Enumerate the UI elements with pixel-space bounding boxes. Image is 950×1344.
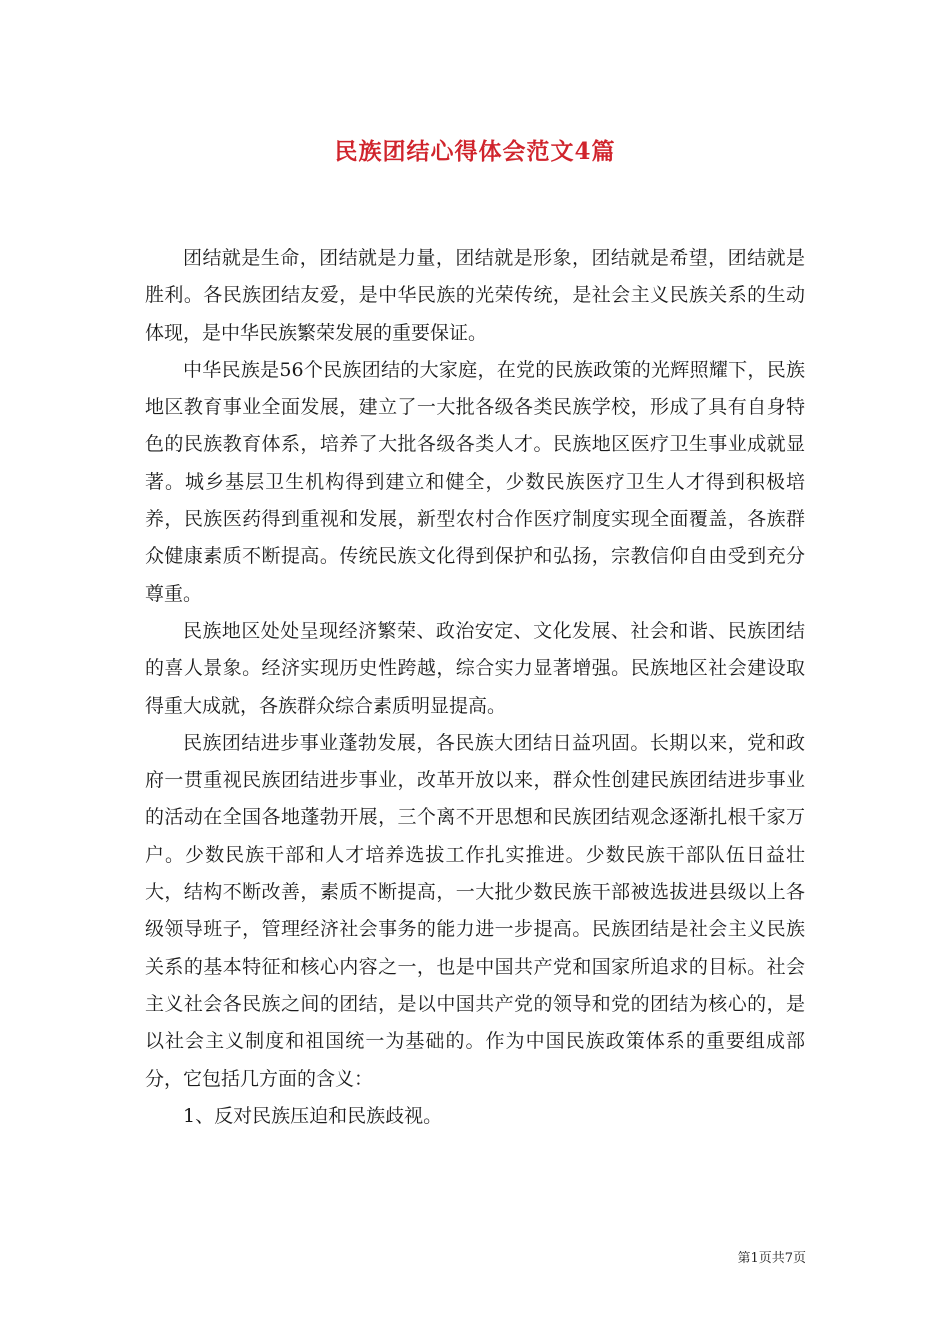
paragraph-4: 民族团结进步事业蓬勃发展，各民族大团结日益巩固。长期以来，党和政府一贯重视民族团结进步事业，改革开放以来，群众性创建民族团结进步事业的活动在全国各地蓬勃开展，三个离不开思想和民族团结观念逐渐扎根千家万户。少数民族干部和人才培养选拔工作扎实推进。少数民族干部队伍日益壮大，结构不断改善，素质不断提高，一大批少数民族干部被选拔进县级以上各级领导班子，管理经济社会事务的能力进一步提高。民族团结是社会主义民族关系的基本特征和核心内容之一，也是中国共产党和国家所追求的目标。社会主义社会各民族之间的团结，是以中国共产党的领导和党的团结为核心的，是以社会主义制度和祖国统一为基础的。作为中国民族政策体系的重要组成部分，它包括几方面的含义： <box>145 731 805 1090</box>
paragraph-2: 中华民族是56个民族团结的大家庭，在党的民族政策的光辉照耀下，民族地区教育事业全面发展，建立了一大批各级各类民族学校，形成了具有自身特色的民族教育体系，培养了大批各级各类人才。民族地区医疗卫生事业成就显著。城乡基层卫生机构得到建立和健全，少数民族医疗卫生人才得到积极培养，民族医药得到重视和发展，新型农村合作医疗制度实现全面覆盖，各族群众健康素质不断提高。传统民族文化得到保护和弘扬，宗教信仰自由受到充分尊重。 <box>145 358 805 605</box>
paragraph-5: 1、反对民族压迫和民族歧视。 <box>183 1104 443 1127</box>
paragraph-3: 民族地区处处呈现经济繁荣、政治安定、文化发展、社会和谐、民族团结的喜人景象。经济实现历史性跨越，综合实力显著增强。民族地区社会建设取得重大成就，各族群众综合素质明显提高。 <box>145 619 805 717</box>
page-number: 第1页共7页 <box>737 1251 806 1266</box>
document-body <box>145 240 805 1135</box>
paragraph-1: 团结就是生命，团结就是力量，团结就是形象，团结就是希望，团结就是胜利。各民族团结友爱，是中华民族的光荣传统，是社会主义民族关系的生动体现，是中华民族繁荣发展的重要保证。 <box>145 247 805 344</box>
document-title: 民族团结心得体会范文4篇 <box>334 138 616 165</box>
